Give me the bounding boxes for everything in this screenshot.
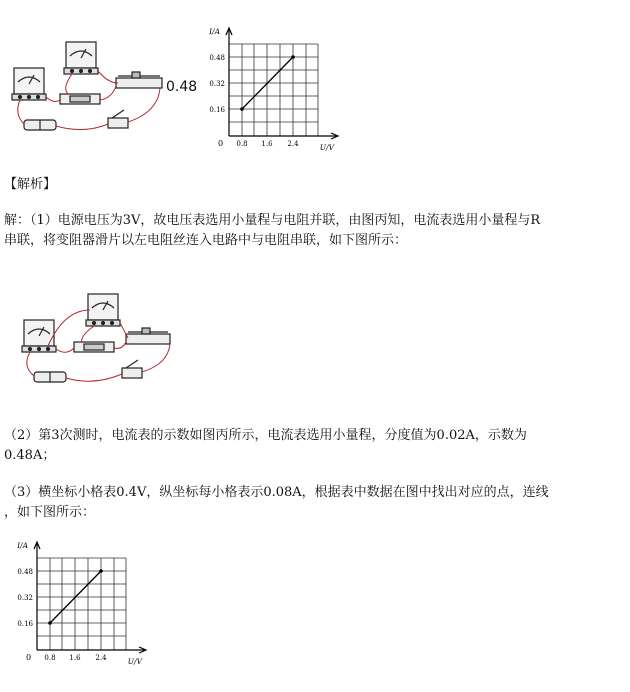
x-tick-label: 2.4 bbox=[95, 654, 107, 662]
data-point bbox=[291, 55, 295, 59]
circuit-figure-top bbox=[8, 38, 168, 138]
iu-graph-top bbox=[196, 22, 356, 152]
y-tick-label: 0.48 bbox=[17, 568, 33, 576]
y-tick-label: 0.32 bbox=[209, 80, 225, 88]
iu-graph-bottom bbox=[4, 536, 164, 666]
x-tick-label: 0.8 bbox=[236, 140, 248, 148]
y-tick-label: 0.48 bbox=[209, 54, 225, 62]
x-tick-label: 1.6 bbox=[69, 654, 81, 662]
paragraph-3-line-2: ，如下图所示： bbox=[4, 505, 96, 520]
y-tick-label: 0.16 bbox=[209, 106, 225, 114]
y-tick-label: 0.32 bbox=[17, 594, 33, 602]
circuit-figure-middle bbox=[14, 290, 174, 390]
data-point bbox=[48, 621, 52, 625]
x-axis-label: U/V bbox=[319, 143, 334, 152]
origin-label: 0 bbox=[26, 653, 32, 662]
y-tick-label: 0.16 bbox=[17, 620, 33, 628]
paragraph-1-line-1: 解：（1）电源电压为3V，故电压表选用小量程与电阻并联，由图丙知，电流表选用小量程与R bbox=[4, 213, 541, 228]
graph-grid bbox=[229, 44, 318, 136]
y-axis-label: I/A bbox=[209, 27, 220, 36]
paragraph-1-line-2: 串联，将变阻器滑片以左电阻丝连入电路中与电阻串联，如下图所示： bbox=[4, 233, 408, 248]
data-point bbox=[240, 107, 244, 111]
y-axis-label: I/A bbox=[17, 541, 28, 550]
x-axis-label: U/V bbox=[127, 657, 142, 666]
x-tick-label: 1.6 bbox=[261, 140, 273, 148]
origin-label: 0 bbox=[218, 139, 224, 148]
ammeter-reading-label: 0.48 bbox=[166, 79, 198, 95]
x-tick-label: 2.4 bbox=[287, 140, 299, 148]
paragraph-2-line-2: 0.48A； bbox=[4, 448, 56, 463]
x-tick-label: 0.8 bbox=[44, 654, 56, 662]
graph-grid bbox=[37, 558, 126, 650]
paragraph-3-line-1: （3）横坐标小格表0.4V，纵坐标每小格表示0.08A，根据表中数据在图中找出对应的点，连线 bbox=[4, 485, 549, 500]
data-point bbox=[99, 569, 103, 573]
analysis-heading: 【解析】 bbox=[4, 177, 57, 192]
paragraph-2-line-1: （2）第3次测时，电流表的示数如图丙所示，电流表选用小量程，分度值为0.02A，示数为 bbox=[4, 428, 527, 443]
